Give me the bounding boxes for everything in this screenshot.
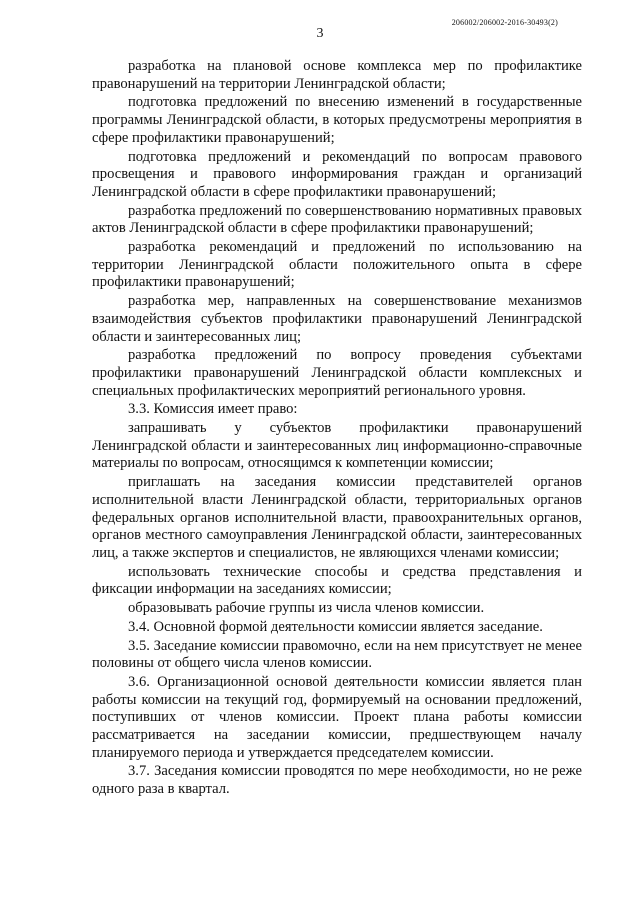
section-heading: 3.3. Комиссия имеет право: — [128, 401, 298, 418]
paragraph: подготовка предложений по внесению изменений в государственные программы Ленинградской области, в которых предусмотрены мероприятия в сфере профилактики правонарушений; — [92, 94, 582, 146]
document-body — [92, 58, 582, 799]
document-id: 206002/206002-2016-30493(2) — [451, 18, 558, 27]
paragraph: использовать технические способы и средства представления и фиксации информации на заседаниях комиссии; — [92, 563, 582, 598]
paragraph: запрашивать у субъектов профилактики правонарушений Ленинградской области и заинтересованных лиц информационно-справочные материалы по вопросам, относящимся к компетенции комиссии; — [92, 420, 582, 472]
paragraph: 3.7. Заседания комиссии проводятся по мере необходимости, но не реже одного раза в квартал. — [92, 763, 582, 798]
paragraph: приглашать на заседания комиссии представителей органов исполнительной власти Ленинградской области, территориальных органов федеральных органов исполнительной власти, правоохранительных органов, органов местного самоуправления Ленинградской области, заинтересованных лиц, а также экспертов и специалистов, не являющихся членами комиссии; — [92, 474, 582, 561]
page-number: 3 — [316, 26, 324, 41]
paragraph: 3.6. Организационной основой деятельности комиссии является план работы комиссии на текущий год, формируемый на основании предложений, поступивших от членов комиссии. Проект плана работы комиссии рассматривается на заседании комиссии, предшествующем началу планируемого периода и утверждается председателем комиссии. — [92, 673, 582, 761]
paragraph: 3.4. Основной формой деятельности комиссии является заседание. — [128, 618, 543, 635]
paragraph: подготовка предложений и рекомендаций по вопросам правового просвещения и правового информирования граждан и организаций Ленинградской области в сфере профилактики правонарушений; — [92, 148, 582, 200]
paragraph: разработка на плановой основе комплекса мер по профилактике правонарушений на территории Ленинградской области; — [92, 58, 582, 92]
paragraph: образовывать рабочие группы из числа членов комиссии. — [128, 600, 485, 617]
paragraph: разработка мер, направленных на совершенствование механизмов взаимодействия субъектов профилактики правонарушений Ленинградской области и заинтересованных лиц; — [92, 293, 582, 345]
paragraph: разработка предложений по вопросу проведения субъектами профилактики правонарушений Ленинградской области комплексных и специальных профилактических мероприятий регионального уровня. — [92, 347, 582, 399]
paragraph: разработка рекомендаций и предложений по использованию на территории Ленинградской области положительного опыта в сфере профилактики правонарушений; — [92, 239, 582, 291]
paragraph: 3.5. Заседание комиссии правомочно, если на нем присутствует не менее половины от общего числа членов комиссии. — [92, 637, 582, 672]
paragraph: разработка предложений по совершенствованию нормативных правовых актов Ленинградской области в сфере профилактики правонарушений; — [92, 202, 582, 237]
